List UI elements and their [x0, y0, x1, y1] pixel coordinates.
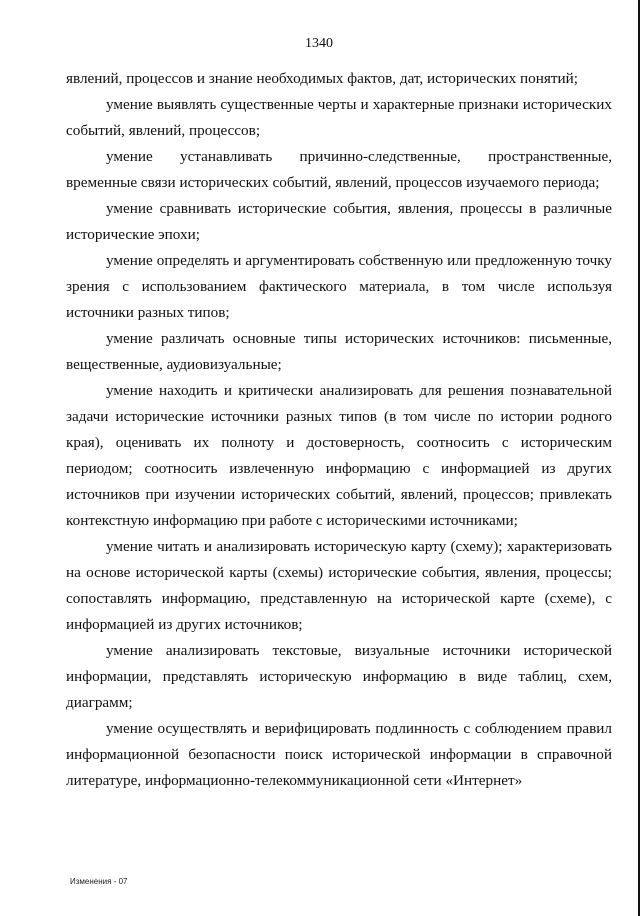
paragraph: умение сравнивать исторические события, явления, процессы в различные исторические эпохи; [66, 200, 612, 243]
paragraph: умение читать и анализировать историческую карту (схему); характеризовать на основе исторической карты (схемы) исторические события, явления, процессы; сопоставлять информацию, представленную на исторической карте (схеме), с информацией из других источников; [66, 538, 612, 633]
document-body [66, 66, 612, 794]
paragraph: умение устанавливать причинно-следственные, пространственные, временные связи исторических событий, явлений, процессов изучаемого периода; [66, 148, 612, 191]
paragraph-continuation: явлений, процессов и знание необходимых фактов, дат, исторических понятий; [66, 70, 578, 87]
page-number: 1340 [305, 36, 333, 51]
footer-revision-note: Изменения - 07 [70, 877, 128, 886]
paragraph: умение осуществлять и верифицировать подлинность с соблюдением правил информационной безопасности поиск исторической информации в справочной литературе, информационно-телекоммуникационной сети «Интернет» [66, 720, 612, 789]
paragraph: умение находить и критически анализировать для решения познавательной задачи исторические источники разных типов (в том числе по истории родного края), оценивать их полноту и достоверность, соотносить с историческим периодом; соотносить извлеченную информацию с информацией из других источников при изучении исторических событий, явлений, процессов; привлекать контекстную информацию при работе с историческими источниками; [66, 382, 612, 529]
paragraph: умение выявлять существенные черты и характерные признаки исторических событий, явлений, процессов; [66, 96, 612, 139]
paragraph: умение определять и аргументировать собственную или предложенную точку зрения с использованием фактического материала, в том числе используя источники разных типов; [66, 252, 612, 321]
paragraph: умение различать основные типы исторических источников: письменные, вещественные, аудиовизуальные; [66, 330, 612, 373]
paragraph: умение анализировать текстовые, визуальные источники исторической информации, представлять историческую информацию в виде таблиц, схем, диаграмм; [66, 642, 612, 711]
